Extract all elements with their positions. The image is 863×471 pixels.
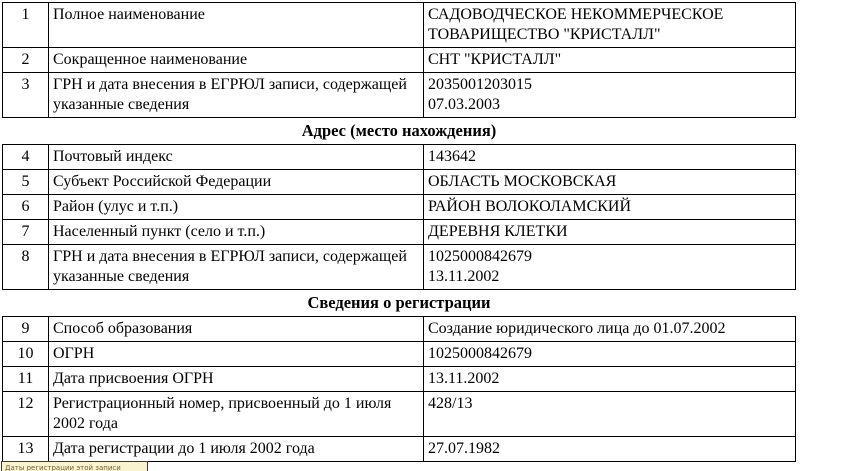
table-row: [3, 392, 796, 437]
row-label-cell: ГРН и дата внесения в ЕГРЮЛ записи, содержащей указанные сведения: [49, 245, 424, 290]
table-row: [3, 73, 796, 118]
row-label-cell: Полное наименование: [49, 3, 424, 48]
row-value-cell: ДЕРЕВНЯ КЛЕТКИ: [424, 220, 796, 245]
section-header-row: [3, 290, 796, 317]
row-value-cell: 143642: [424, 145, 796, 170]
table-row: [3, 245, 796, 290]
table-row: [3, 145, 796, 170]
table-row: [3, 48, 796, 73]
row-value-cell: САДОВОДЧЕСКОЕ НЕКОММЕРЧЕСКОЕ ТОВАРИЩЕСТВО "КРИСТАЛЛ": [424, 3, 796, 48]
row-number-cell: 11: [3, 367, 49, 392]
egrul-table: [2, 2, 796, 462]
row-label-cell: Способ образования: [49, 317, 424, 342]
row-label-cell: Сокращенное наименование: [49, 48, 424, 73]
row-value-cell: ОБЛАСТЬ МОСКОВСКАЯ: [424, 170, 796, 195]
row-label-cell: Регистрационный номер, присвоенный до 1 июля 2002 года: [49, 392, 424, 437]
row-number-cell: 4: [3, 145, 49, 170]
table-row: [3, 317, 796, 342]
row-value-cell: 428/13: [424, 392, 796, 437]
partial-tooltip: Даты регистрации этой записи: [1, 461, 148, 471]
row-label-cell: Населенный пункт (село и т.п.): [49, 220, 424, 245]
row-value-cell: Создание юридического лица до 01.07.2002: [424, 317, 796, 342]
table-row: [3, 437, 796, 462]
table-row: [3, 3, 796, 48]
row-value-cell: 1025000842679: [424, 342, 796, 367]
row-label-cell: Район (улус и т.п.): [49, 195, 424, 220]
row-number-cell: 6: [3, 195, 49, 220]
row-number-cell: 7: [3, 220, 49, 245]
row-value-cell: 2035001203015 07.03.2003: [424, 73, 796, 118]
section-header-row: [3, 118, 796, 145]
row-label-cell: ГРН и дата внесения в ЕГРЮЛ записи, содержащей указанные сведения: [49, 73, 424, 118]
row-number-cell: 12: [3, 392, 49, 437]
row-label-cell: Дата присвоения ОГРН: [49, 367, 424, 392]
row-label-cell: ОГРН: [49, 342, 424, 367]
egrul-table-body: [3, 3, 796, 462]
row-number-cell: 9: [3, 317, 49, 342]
row-label-cell: Субъект Российской Федерации: [49, 170, 424, 195]
row-value-cell: РАЙОН ВОЛОКОЛАМСКИЙ: [424, 195, 796, 220]
row-number-cell: 8: [3, 245, 49, 290]
row-value-cell: СНТ "КРИСТАЛЛ": [424, 48, 796, 73]
row-label-cell: Почтовый индекс: [49, 145, 424, 170]
table-row: [3, 170, 796, 195]
section-header-title: Сведения о регистрации: [3, 290, 796, 317]
row-label-cell: Дата регистрации до 1 июля 2002 года: [49, 437, 424, 462]
row-number-cell: 10: [3, 342, 49, 367]
row-number-cell: 2: [3, 48, 49, 73]
row-value-cell: 1025000842679 13.11.2002: [424, 245, 796, 290]
table-row: [3, 367, 796, 392]
table-row: [3, 342, 796, 367]
row-number-cell: 5: [3, 170, 49, 195]
table-row: [3, 195, 796, 220]
row-number-cell: 3: [3, 73, 49, 118]
row-value-cell: 27.07.1982: [424, 437, 796, 462]
row-value-cell: 13.11.2002: [424, 367, 796, 392]
row-number-cell: 1: [3, 3, 49, 48]
section-header-title: Адрес (место нахождения): [3, 118, 796, 145]
row-number-cell: 13: [3, 437, 49, 462]
table-row: [3, 220, 796, 245]
